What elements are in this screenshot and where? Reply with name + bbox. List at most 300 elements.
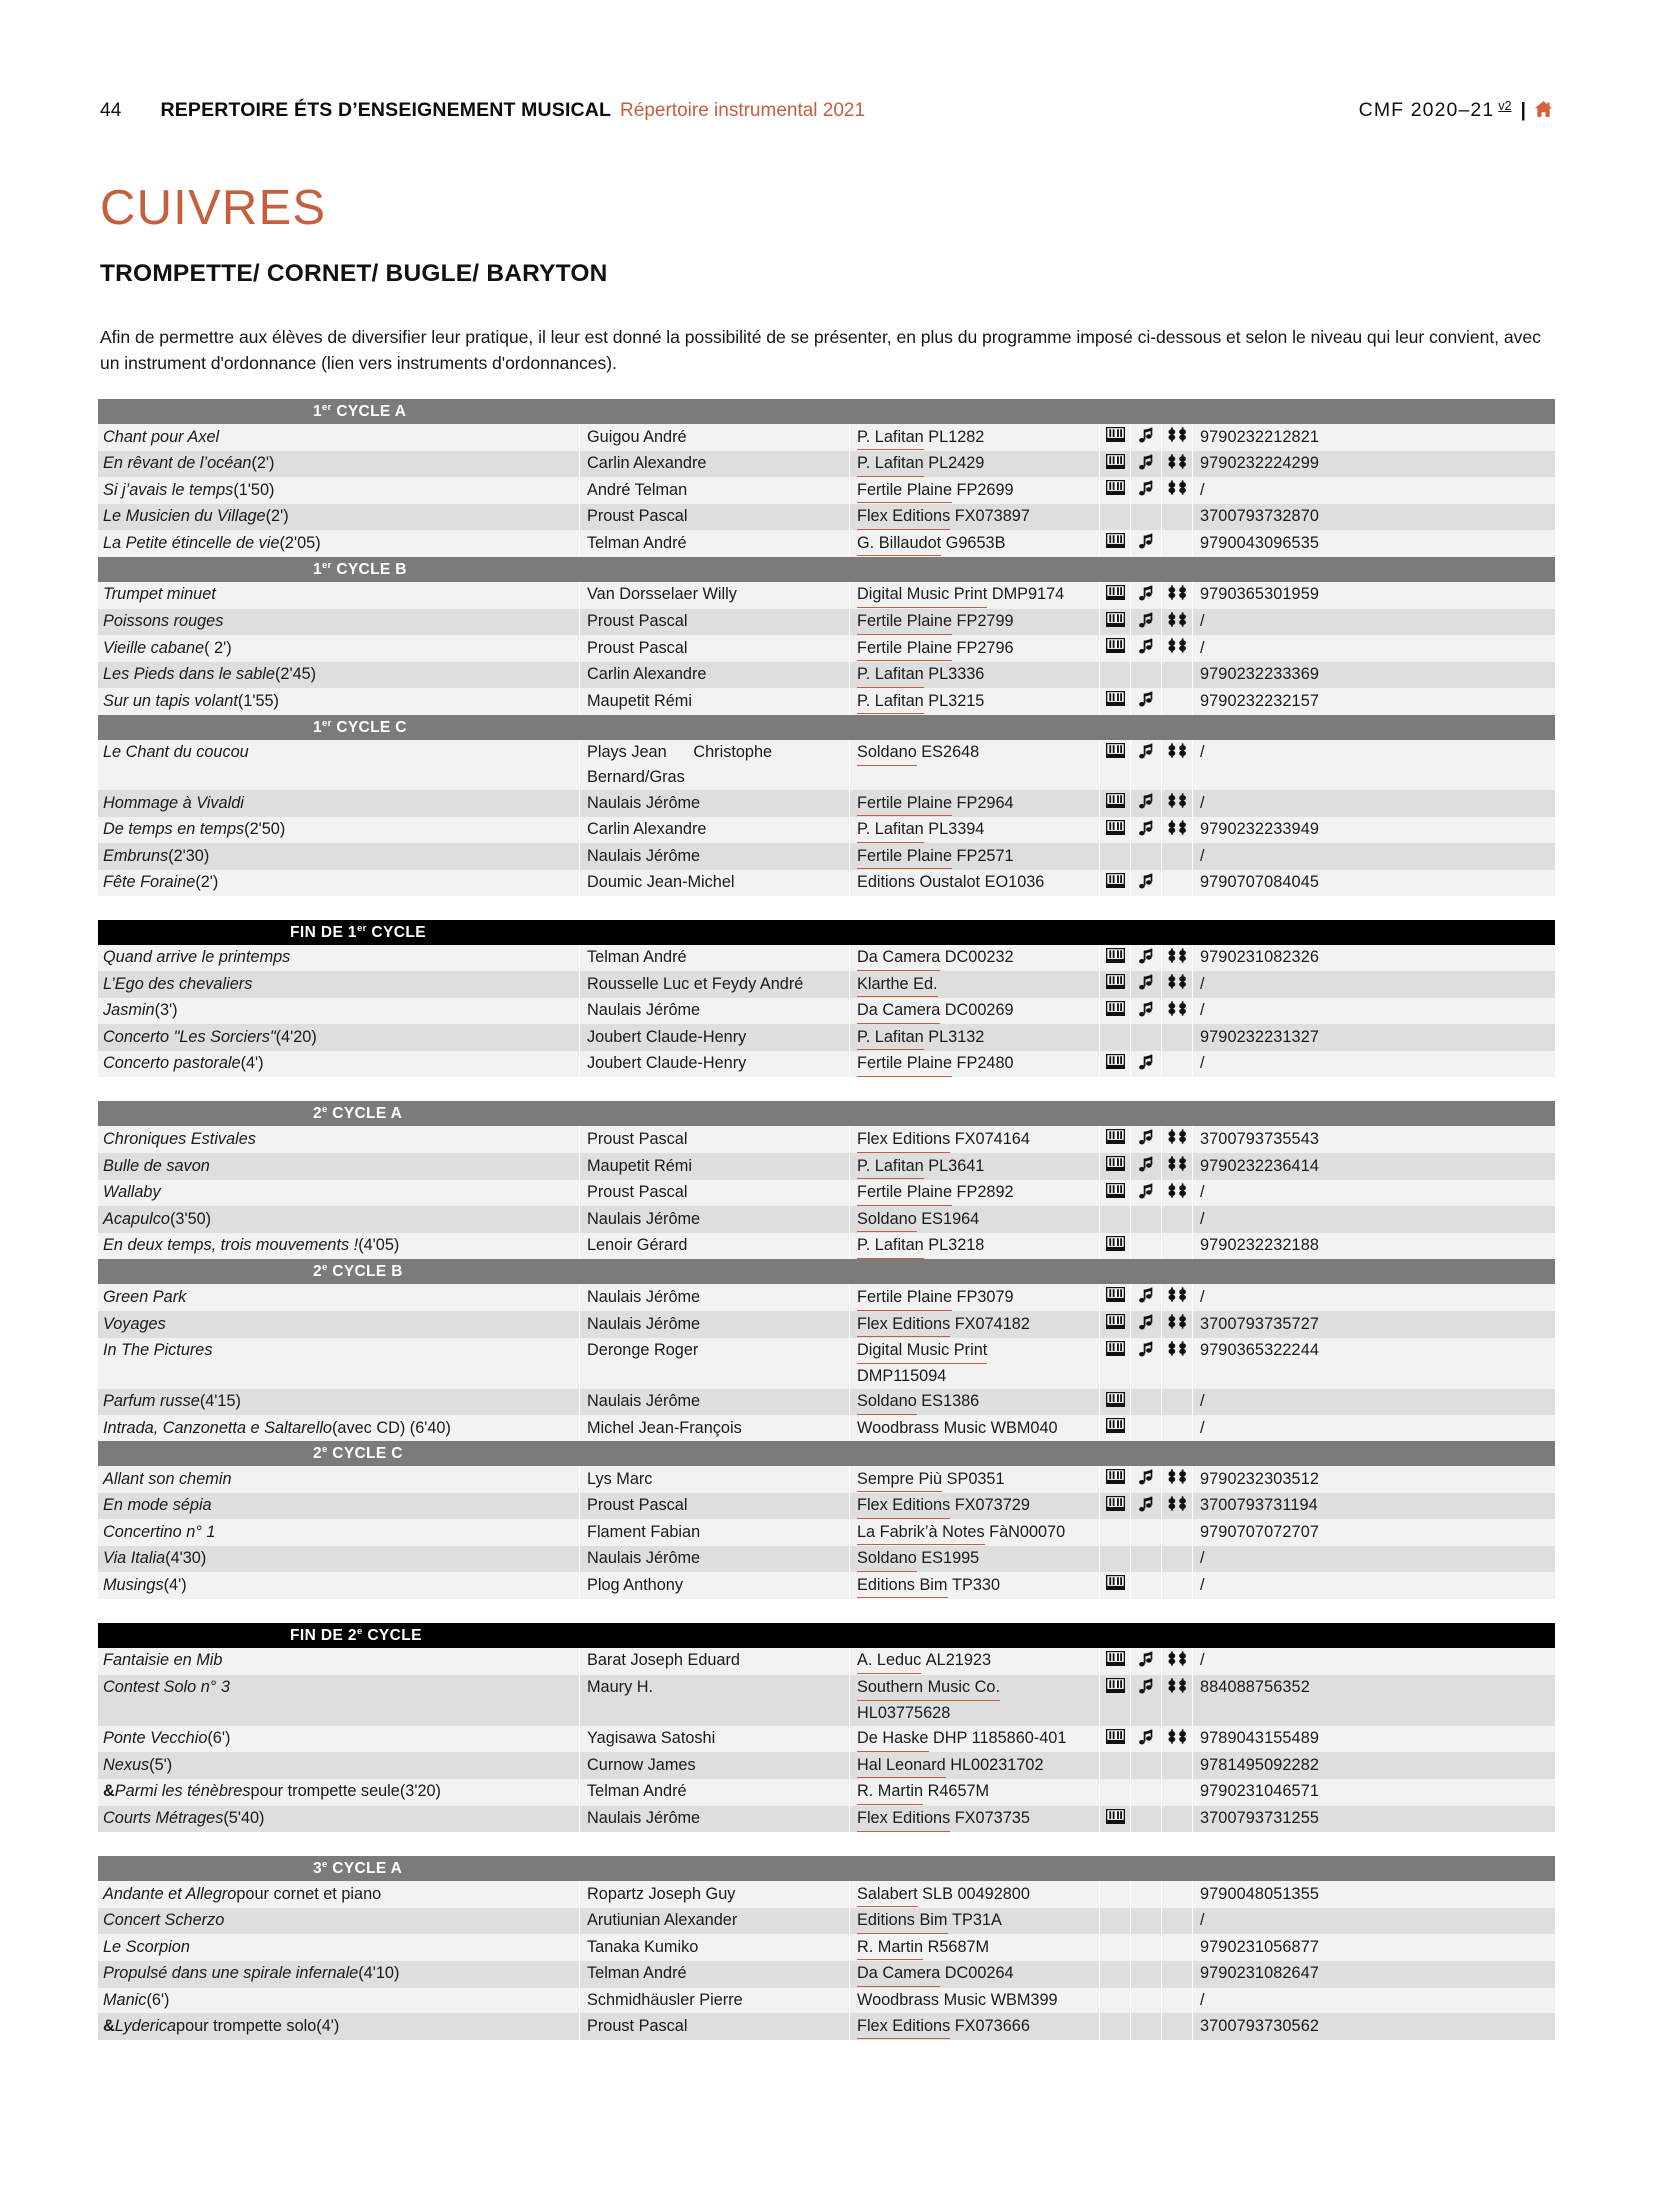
- table-row: [98, 1806, 1555, 1833]
- piano-keyboard-icon: [1099, 1284, 1130, 1311]
- table-row: [98, 945, 1555, 972]
- icon-slot-empty: [1130, 843, 1161, 870]
- publisher-reference[interactable]: P. Lafitan PL3336: [849, 662, 1099, 689]
- isbn-code: 9789043155489: [1192, 1726, 1555, 1753]
- piano-keyboard-icon: [1099, 1648, 1130, 1675]
- publisher-reference[interactable]: Fertile Plaine FP3079: [849, 1284, 1099, 1311]
- table-row: [98, 1934, 1555, 1961]
- tuning-fork-icon: [1161, 477, 1192, 504]
- icon-slot-empty: [1161, 688, 1192, 715]
- work-title: Green Park: [103, 1287, 187, 1306]
- tuning-fork-icon: [1161, 1493, 1192, 1520]
- table-row: [98, 1572, 1555, 1599]
- composer-name: Naulais Jérôme: [579, 1311, 849, 1338]
- publisher-reference[interactable]: Soldano ES1995: [849, 1546, 1099, 1573]
- header-right: [1359, 96, 1554, 122]
- icon-slot-empty: [1099, 1206, 1130, 1233]
- icon-slot-empty: [1130, 1779, 1161, 1806]
- icon-slot-empty: [1161, 1546, 1192, 1573]
- publisher-reference[interactable]: P. Lafitan PL1282: [849, 424, 1099, 451]
- icon-slot-empty: [1161, 1233, 1192, 1260]
- publisher-reference: Woodbrass Music WBM040: [849, 1415, 1099, 1441]
- piano-keyboard-icon: [1099, 998, 1130, 1025]
- publisher-reference[interactable]: Soldano ES2648: [849, 740, 1099, 790]
- icon-slot-empty: [1161, 1415, 1192, 1441]
- icon-slot-empty: [1161, 1519, 1192, 1546]
- work-title: Vieille cabane ( 2'): [103, 638, 232, 657]
- section-cycle-1-b: [98, 557, 1555, 715]
- icon-slot-empty: [1130, 1806, 1161, 1833]
- isbn-code: 9790232224299: [1192, 451, 1555, 478]
- icon-slot-empty: [1099, 1961, 1130, 1988]
- publisher-reference[interactable]: Flex Editions FX073729: [849, 1493, 1099, 1520]
- icon-slot-empty: [1099, 1752, 1130, 1779]
- intro-paragraph: Afin de permettre aux élèves de diversifier leur pratique, il leur est donné la possibilité de se présenter, en plus du programme imposé ci-dessous et selon le niveau qui leur convient, avec un instrument d'ordonnance (lien vers instruments d'ordonnances).: [100, 327, 1541, 373]
- icon-slot-empty: [1161, 2013, 1192, 2040]
- isbn-code: 9790365322244: [1192, 1338, 1555, 1389]
- work-title: Nexus (5'): [103, 1755, 173, 1774]
- publisher-reference[interactable]: Flex Editions FX074164: [849, 1126, 1099, 1153]
- icon-slot-empty: [1161, 1934, 1192, 1961]
- section-header-cycle-2-b: 2e CYCLE B: [98, 1259, 1555, 1284]
- piano-keyboard-icon: [1099, 609, 1130, 636]
- icon-slot-empty: [1099, 504, 1130, 531]
- section-cycle-2-a: [98, 1101, 1555, 1259]
- table-row: [98, 1519, 1555, 1546]
- music-note-icon: [1130, 609, 1161, 636]
- work-title: Concert Scherzo: [103, 1911, 225, 1930]
- composer-name: Proust Pascal: [579, 609, 849, 636]
- publisher-reference[interactable]: P. Lafitan PL3394: [849, 817, 1099, 844]
- tuning-fork-icon: [1161, 1153, 1192, 1180]
- music-note-icon: [1130, 1466, 1161, 1493]
- publisher-reference[interactable]: P. Lafitan PL3218: [849, 1233, 1099, 1260]
- composer-name: Joubert Claude-Henry: [579, 1051, 849, 1078]
- icon-slot-empty: [1130, 504, 1161, 531]
- tuning-fork-icon: [1161, 582, 1192, 609]
- composer-name: Telman André: [579, 530, 849, 557]
- table-row: [98, 998, 1555, 1025]
- music-note-icon: [1130, 688, 1161, 715]
- tuning-fork-icon: [1161, 790, 1192, 817]
- icon-slot-empty: [1161, 504, 1192, 531]
- table-row: [98, 1051, 1555, 1078]
- isbn-code: 3700793732870: [1192, 504, 1555, 531]
- composer-name: Telman André: [579, 1779, 849, 1806]
- publisher-reference[interactable]: De Haske DHP 1185860-401: [849, 1726, 1099, 1753]
- music-note-icon: [1130, 1284, 1161, 1311]
- composer-name: Naulais Jérôme: [579, 1389, 849, 1416]
- publisher-reference[interactable]: Editions Bim TP330: [849, 1572, 1099, 1599]
- work-title: Poissons rouges: [103, 612, 224, 631]
- table-row: [98, 662, 1555, 689]
- publisher-reference[interactable]: Salabert SLB 00492800: [849, 1881, 1099, 1908]
- table-row: [98, 740, 1555, 790]
- table-row: [98, 1024, 1555, 1051]
- isbn-code: 9790707084045: [1192, 870, 1555, 896]
- work-title: & Parmi les ténèbres pour trompette seule (3'20): [103, 1782, 441, 1801]
- publisher-reference[interactable]: Da Camera DC00232: [849, 945, 1099, 972]
- table-row: [98, 1675, 1555, 1726]
- section-header-cycle-3-a: 3e CYCLE A: [98, 1856, 1555, 1881]
- isbn-code: /: [1192, 1284, 1555, 1311]
- music-note-icon: [1130, 817, 1161, 844]
- isbn-code: 9790232236414: [1192, 1153, 1555, 1180]
- work-title: Andante et Allegro pour cornet et piano: [103, 1884, 382, 1903]
- tuning-fork-icon: [1161, 451, 1192, 478]
- composer-name: Carlin Alexandre: [579, 451, 849, 478]
- table-row: [98, 1153, 1555, 1180]
- icon-slot-empty: [1130, 1389, 1161, 1416]
- publisher-reference[interactable]: Hal Leonard HL00231702: [849, 1752, 1099, 1779]
- isbn-code: 3700793730562: [1192, 2013, 1555, 2040]
- section-rows: [98, 424, 1555, 557]
- composer-name: Naulais Jérôme: [579, 998, 849, 1025]
- composer-name: Joubert Claude-Henry: [579, 1024, 849, 1051]
- isbn-code: 9790707072707: [1192, 1519, 1555, 1546]
- publisher-reference: Editions Oustalot EO1036: [849, 870, 1099, 896]
- work-title: De temps en temps (2'50): [103, 820, 286, 839]
- publisher-reference[interactable]: Fertile Plaine FP2796: [849, 635, 1099, 662]
- work-title: Intrada, Canzonetta e Saltarello (avec CD) (6'40): [103, 1418, 451, 1437]
- table-row: [98, 971, 1555, 998]
- composer-name: Ropartz Joseph Guy: [579, 1881, 849, 1908]
- table-row: [98, 609, 1555, 636]
- piano-keyboard-icon: [1099, 740, 1130, 790]
- icon-slot-empty: [1161, 662, 1192, 689]
- piano-keyboard-icon: [1099, 1311, 1130, 1338]
- piano-keyboard-icon: [1099, 1338, 1130, 1389]
- publisher-reference[interactable]: Fertile Plaine FP2480: [849, 1051, 1099, 1078]
- piano-keyboard-icon: [1099, 1493, 1130, 1520]
- tuning-fork-icon: [1161, 740, 1192, 790]
- tuning-fork-icon: [1161, 945, 1192, 972]
- isbn-code: 9790232233949: [1192, 817, 1555, 844]
- work-title: Musings (4'): [103, 1575, 187, 1594]
- publisher-reference[interactable]: Soldano ES1964: [849, 1206, 1099, 1233]
- piano-keyboard-icon: [1099, 945, 1130, 972]
- publisher-reference[interactable]: Klarthe Ed.: [849, 971, 1099, 998]
- publisher-reference[interactable]: Editions Bim TP31A: [849, 1908, 1099, 1935]
- tuning-fork-icon: [1161, 1726, 1192, 1753]
- work-title: Le Chant du coucou: [103, 743, 249, 762]
- icon-slot-empty: [1161, 1572, 1192, 1599]
- work-title: Bulle de savon: [103, 1156, 210, 1175]
- composer-name: Schmidhäusler Pierre: [579, 1988, 849, 2014]
- composer-name: Plays Jean Bernard/Gras Christophe: [579, 740, 849, 790]
- section-header-cycle-1-a: 1er CYCLE A: [98, 399, 1555, 424]
- composer-name: Curnow James: [579, 1752, 849, 1779]
- table-row: [98, 1206, 1555, 1233]
- icon-slot-empty: [1130, 1519, 1161, 1546]
- icon-slot-empty: [1130, 1752, 1161, 1779]
- composer-name: Telman André: [579, 1961, 849, 1988]
- tuning-fork-icon: [1161, 1311, 1192, 1338]
- publisher-reference[interactable]: Flex Editions FX074182: [849, 1311, 1099, 1338]
- isbn-code: 9790232303512: [1192, 1466, 1555, 1493]
- piano-keyboard-icon: [1099, 971, 1130, 998]
- icon-slot-empty: [1130, 1988, 1161, 2014]
- icon-slot-empty: [1130, 1233, 1161, 1260]
- music-note-icon: [1130, 870, 1161, 896]
- table-row: [98, 1126, 1555, 1153]
- piano-keyboard-icon: [1099, 1180, 1130, 1207]
- tuning-fork-icon: [1161, 1338, 1192, 1389]
- piano-keyboard-icon: [1099, 1806, 1130, 1833]
- work-title: Si j’avais le temps (1'50): [103, 480, 275, 499]
- icon-slot-empty: [1130, 662, 1161, 689]
- publisher-reference[interactable]: Digital Music Print DMP9174: [849, 582, 1099, 609]
- music-note-icon: [1130, 1493, 1161, 1520]
- work-title: In The Pictures: [103, 1341, 213, 1360]
- composer-name: Telman André: [579, 945, 849, 972]
- isbn-code: 9790232232188: [1192, 1233, 1555, 1260]
- work-title: La Petite étincelle de vie (2'05): [103, 533, 321, 552]
- composer-name: Deronge Roger: [579, 1338, 849, 1389]
- publisher-reference[interactable]: Fertile Plaine FP2964: [849, 790, 1099, 817]
- header-edition-label: CMF 2020–21: [1358, 99, 1495, 121]
- piano-keyboard-icon: [1099, 1572, 1130, 1599]
- publisher-reference[interactable]: Southern Music Co. HL03775628: [849, 1675, 1099, 1726]
- icon-slot-empty: [1161, 1051, 1192, 1078]
- isbn-code: 9790043096535: [1192, 530, 1555, 557]
- section-header-cycle-2-a: 2e CYCLE A: [98, 1101, 1555, 1126]
- music-note-icon: [1130, 424, 1161, 451]
- table-row: [98, 1726, 1555, 1753]
- publisher-reference[interactable]: Fertile Plaine FP2892: [849, 1180, 1099, 1207]
- publisher-reference[interactable]: Flex Editions FX073735: [849, 1806, 1099, 1833]
- composer-name: Proust Pascal: [579, 1126, 849, 1153]
- publisher-reference[interactable]: A. Leduc AL21923: [849, 1648, 1099, 1675]
- icon-slot-empty: [1099, 1779, 1130, 1806]
- composer-name: Naulais Jérôme: [579, 1284, 849, 1311]
- composer-name: Naulais Jérôme: [579, 843, 849, 870]
- tuning-fork-icon: [1161, 635, 1192, 662]
- icon-slot-empty: [1099, 1988, 1130, 2014]
- tuning-fork-icon: [1161, 609, 1192, 636]
- table-row: [98, 870, 1555, 896]
- composer-name: Proust Pascal: [579, 1180, 849, 1207]
- icon-slot-empty: [1130, 1024, 1161, 1051]
- table-row: [98, 1284, 1555, 1311]
- isbn-code: /: [1192, 998, 1555, 1025]
- isbn-code: 9781495092282: [1192, 1752, 1555, 1779]
- work-title: Concerto "Les Sorciers" (4'20): [103, 1027, 317, 1046]
- publisher-reference[interactable]: G. Billaudot G9653B: [849, 530, 1099, 557]
- work-title: Quand arrive le printemps: [103, 948, 291, 966]
- icon-slot-empty: [1099, 1934, 1130, 1961]
- section-cycle-1-c: [98, 715, 1555, 896]
- section-rows: [98, 740, 1555, 896]
- isbn-code: /: [1192, 843, 1555, 870]
- header-separator: |: [1520, 99, 1526, 121]
- table-row: [98, 1493, 1555, 1520]
- isbn-code: 9790231046571: [1192, 1779, 1555, 1806]
- running-header: [100, 96, 1554, 126]
- tuning-fork-icon: [1161, 1126, 1192, 1153]
- work-title: Hommage à Vivaldi: [103, 793, 244, 812]
- work-title: Allant son chemin: [103, 1469, 232, 1488]
- work-title: Via Italia (4'30): [103, 1549, 207, 1568]
- section-rows: [98, 1881, 1555, 2040]
- composer-name: Van Dorsselaer Willy: [579, 582, 849, 609]
- piano-keyboard-icon: [1099, 790, 1130, 817]
- icon-slot-empty: [1161, 1961, 1192, 1988]
- icon-slot-empty: [1161, 1908, 1192, 1935]
- isbn-code: /: [1192, 609, 1555, 636]
- publisher-reference[interactable]: P. Lafitan PL3215: [849, 688, 1099, 715]
- music-note-icon: [1130, 530, 1161, 557]
- publisher-reference[interactable]: Da Camera DC00269: [849, 998, 1099, 1025]
- work-title: Voyages: [103, 1314, 166, 1333]
- publisher-reference[interactable]: Fertile Plaine FP2699: [849, 477, 1099, 504]
- composer-name: Carlin Alexandre: [579, 817, 849, 844]
- publisher-reference[interactable]: Flex Editions FX073666: [849, 2013, 1099, 2040]
- composer-name: Maupetit Rémi: [579, 688, 849, 715]
- piano-keyboard-icon: [1099, 1389, 1130, 1416]
- work-title: Concerto pastorale (4'): [103, 1054, 264, 1073]
- isbn-code: /: [1192, 1572, 1555, 1599]
- composer-name: Rousselle Luc et Feydy André: [579, 971, 849, 998]
- isbn-code: /: [1192, 740, 1555, 790]
- page-title: CUIVRES: [100, 181, 327, 235]
- isbn-code: /: [1192, 1180, 1555, 1207]
- work-title: Jasmin (3'): [103, 1001, 178, 1020]
- icon-slot-empty: [1099, 1881, 1130, 1908]
- icon-slot-empty: [1130, 1934, 1161, 1961]
- isbn-code: /: [1192, 971, 1555, 998]
- icon-slot-empty: [1161, 1881, 1192, 1908]
- isbn-code: 9790232231327: [1192, 1024, 1555, 1051]
- publisher-reference[interactable]: Da Camera DC00264: [849, 1961, 1099, 1988]
- icon-slot-empty: [1161, 870, 1192, 896]
- music-note-icon: [1130, 1126, 1161, 1153]
- work-title: Courts Métrages (5'40): [103, 1809, 265, 1828]
- table-row: [98, 1389, 1555, 1416]
- piano-keyboard-icon: [1099, 451, 1130, 478]
- tuning-fork-icon: [1161, 998, 1192, 1025]
- publisher-reference[interactable]: R. Martin R5687M: [849, 1934, 1099, 1961]
- isbn-code: 9790365301959: [1192, 582, 1555, 609]
- music-note-icon: [1130, 1675, 1161, 1726]
- table-row: [98, 424, 1555, 451]
- table-row: [98, 1546, 1555, 1573]
- isbn-code: 3700793731255: [1192, 1806, 1555, 1833]
- section-rows: [98, 1648, 1555, 1832]
- table-row: [98, 504, 1555, 531]
- publisher-reference[interactable]: Fertile Plaine FP2799: [849, 609, 1099, 636]
- tuning-fork-icon: [1161, 424, 1192, 451]
- section-header-fin-cycle-1: FIN DE 1er CYCLE: [98, 920, 1555, 945]
- piano-keyboard-icon: [1099, 635, 1130, 662]
- icon-slot-empty: [1099, 662, 1130, 689]
- publisher-reference[interactable]: R. Martin R4657M: [849, 1779, 1099, 1806]
- composer-name: Lys Marc: [579, 1466, 849, 1493]
- work-title: Embruns (2'30): [103, 846, 210, 865]
- section-header-cycle-2-c: 2e CYCLE C: [98, 1441, 1555, 1466]
- section-cycle-2-b: [98, 1259, 1555, 1441]
- work-title: Propulsé dans une spirale infernale (4'10): [103, 1964, 400, 1983]
- isbn-code: /: [1192, 1908, 1555, 1935]
- icon-slot-empty: [1099, 1024, 1130, 1051]
- section-rows: [98, 1126, 1555, 1259]
- work-title: En deux temps, trois mouvements ! (4'05): [103, 1236, 400, 1255]
- piano-keyboard-icon: [1099, 1126, 1130, 1153]
- icon-slot-empty: [1130, 1908, 1161, 1935]
- work-title: Acapulco (3'50): [103, 1209, 212, 1228]
- publisher-reference[interactable]: P. Lafitan PL3132: [849, 1024, 1099, 1051]
- isbn-code: 9790231082647: [1192, 1961, 1555, 1988]
- music-note-icon: [1130, 1311, 1161, 1338]
- table-row: [98, 1180, 1555, 1207]
- publisher-reference[interactable]: La Fabrik’à Notes FàN00070: [849, 1519, 1099, 1546]
- isbn-code: /: [1192, 1206, 1555, 1233]
- publisher-reference[interactable]: Fertile Plaine FP2571: [849, 843, 1099, 870]
- piano-keyboard-icon: [1099, 1466, 1130, 1493]
- composer-name: Lenoir Gérard: [579, 1233, 849, 1260]
- composer-name: Maupetit Rémi: [579, 1153, 849, 1180]
- table-row: [98, 1648, 1555, 1675]
- icon-slot-empty: [1161, 1206, 1192, 1233]
- publisher-reference[interactable]: Sempre Più SP0351: [849, 1466, 1099, 1493]
- piano-keyboard-icon: [1099, 1675, 1130, 1726]
- composer-name: Doumic Jean-Michel: [579, 870, 849, 896]
- publisher-reference[interactable]: P. Lafitan PL3641: [849, 1153, 1099, 1180]
- isbn-code: /: [1192, 1389, 1555, 1416]
- isbn-code: /: [1192, 1546, 1555, 1573]
- table-row: [98, 1988, 1555, 2014]
- tuning-fork-icon: [1161, 971, 1192, 998]
- section-rows: [98, 1284, 1555, 1441]
- table-row: [98, 635, 1555, 662]
- music-note-icon: [1130, 998, 1161, 1025]
- isbn-code: 3700793731194: [1192, 1493, 1555, 1520]
- publisher-reference[interactable]: P. Lafitan PL2429: [849, 451, 1099, 478]
- music-note-icon: [1130, 582, 1161, 609]
- isbn-code: 884088756352: [1192, 1675, 1555, 1726]
- composer-name: Proust Pascal: [579, 1493, 849, 1520]
- table-row: [98, 1881, 1555, 1908]
- piano-keyboard-icon: [1099, 1415, 1130, 1441]
- home-icon[interactable]: [1533, 99, 1554, 119]
- work-title: En rêvant de l’océan (2'): [103, 454, 275, 473]
- isbn-code: /: [1192, 635, 1555, 662]
- music-note-icon: [1130, 1180, 1161, 1207]
- section-rows: [98, 1466, 1555, 1599]
- composer-name: Michel Jean-François: [579, 1415, 849, 1441]
- icon-slot-empty: [1130, 1415, 1161, 1441]
- publisher-reference[interactable]: Soldano ES1386: [849, 1389, 1099, 1416]
- music-note-icon: [1130, 635, 1161, 662]
- icon-slot-empty: [1130, 1206, 1161, 1233]
- composer-name: Maury H.: [579, 1675, 849, 1726]
- piano-keyboard-icon: [1099, 817, 1130, 844]
- table-row: [98, 1908, 1555, 1935]
- publisher-reference: Woodbrass Music WBM399: [849, 1988, 1099, 2014]
- composer-name: Naulais Jérôme: [579, 790, 849, 817]
- work-title: Les Pieds dans le sable (2'45): [103, 665, 317, 684]
- section-cycle-1-a: [98, 399, 1555, 557]
- composer-name: André Telman: [579, 477, 849, 504]
- section-header-fin-cycle-2: FIN DE 2e CYCLE: [98, 1623, 1555, 1648]
- piano-keyboard-icon: [1099, 477, 1130, 504]
- piano-keyboard-icon: [1099, 870, 1130, 896]
- composer-name: Yagisawa Satoshi: [579, 1726, 849, 1753]
- work-title: & Lyderica pour trompette solo (4'): [103, 2016, 340, 2035]
- publisher-reference[interactable]: Digital Music Print DMP115094: [849, 1338, 1099, 1389]
- composer-name: Naulais Jérôme: [579, 1206, 849, 1233]
- publisher-reference[interactable]: Flex Editions FX073897: [849, 504, 1099, 531]
